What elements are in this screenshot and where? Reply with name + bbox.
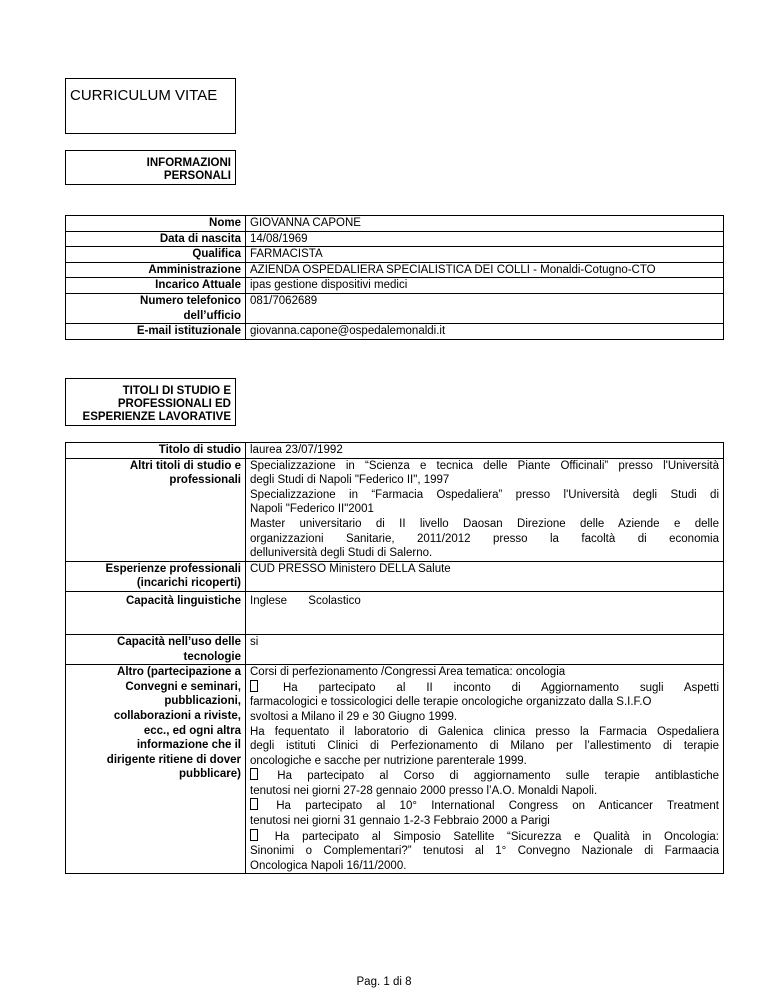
altro-label-line: Convegni e seminari, [125,680,241,693]
incarico-label: Incarico Attuale [66,278,246,294]
table-row [66,324,724,340]
bullet-icon [250,680,258,692]
titolo-value: laurea 23/07/1992 [246,443,724,459]
altri-titoli-line: Master universitario di II livello Daosan Direzione delle Aziende e delle [250,517,719,530]
altro-line-text: Ha partecipato al Corso di aggiornamento sulle terapie antiblastiche [262,770,719,783]
altro-line-text: Ha partecipato al Simposio Satellite “Sicurezza e Qualità in Oncologia: [262,830,719,843]
altro-label-line: Altro (partecipazione a [117,666,241,679]
altro-line: tenutosi nei giorni 27-28 gennaio 2000 presso l’A.O. Monaldi Napoli. [250,784,598,797]
lingue-value [246,591,724,634]
section-studies-line: PROFESSIONALI ED [117,398,231,410]
telefono-label-line: Numero telefonico [140,294,241,307]
altro-line: farmacologici e tossicologici delle terapie oncologiche organizzato dalla S.I.F.O [250,696,652,709]
table-row [66,634,724,664]
esperienze-label-line: Esperienze professionali [105,562,241,575]
amministrazione-value: AZIENDA OSPEDALIERA SPECIALISTICA DEI COLLI - Monaldi-Cotugno-CTO [246,262,724,278]
altro-line: oncologiche e sacche per nutrizione parenterale 1999. [250,754,527,767]
table-row [66,561,724,591]
section-personal-header [65,150,236,185]
altro-bullet-line [250,680,719,696]
altro-line-text: Ha partecipato al II inconto di Aggiornamento sugli Aspetti [262,681,719,694]
altri-titoli-label [66,458,246,561]
bullet-icon [250,798,258,810]
altro-label-line: ecc., ed ogni altra [143,724,241,737]
telefono-label [66,293,246,323]
personal-info-table [65,215,724,340]
esperienze-value: CUD PRESSO Ministero DELLA Salute [246,561,724,591]
altro-line: svoltosi a Milano il 29 e 30 Giugno 1999. [250,710,458,723]
altri-titoli-line: organizzazioni Sanitarie, 2011/2012 presso la facoltà di economia [250,532,719,545]
nome-value: GIOVANNA CAPONE [246,216,724,232]
studies-table [65,442,724,874]
altri-titoli-value [246,458,724,561]
tecnologie-label-line: tecnologie [183,650,241,663]
altro-line: Corsi di perfezionamento /Congressi Area tematica: oncologia [250,666,566,679]
altro-label-line: dirigente ritiene di dover [106,753,241,766]
altri-titoli-label-line: Altri titoli di studio e [129,459,241,472]
altro-bullet-line [250,768,719,784]
qualifica-label: Qualifica [66,247,246,263]
altro-bullet-line [250,829,719,845]
section-personal-line: INFORMAZIONI [146,157,231,169]
section-studies-header [65,378,236,426]
cv-title: CURRICULUM VITAE [70,87,218,104]
esperienze-label-line: (incarichi ricoperti) [136,577,241,590]
altro-line: degli istituti Clinici di Perfezionamento di Milano per l’allestimento di terapie [250,740,719,753]
altri-titoli-line: delluniversità degli Studi di Salerno. [250,547,433,560]
lingua-livello: Scolastico [308,594,361,607]
table-row [66,262,724,278]
table-row [66,443,724,459]
email-value: giovanna.capone@ospedalemonaldi.it [246,324,724,340]
altro-line: tenutosi nei giorni 31 gennaio 1-2-3 Febbraio 2000 a Parigi [250,815,550,828]
altri-titoli-line: degli Studi di Napoli "Federico II", 1997 [250,474,450,487]
tecnologie-value: si [246,634,724,664]
section-studies-line: ESPERIENZE LAVORATIVE [82,411,231,423]
bullet-icon [250,829,258,841]
lingua: Inglese [250,594,288,607]
altro-line: Oncologica Napoli 16/11/2000. [250,859,407,872]
altri-titoli-line: Specializzazione in “Farmacia Ospedaliera” presso l'Università degli Studi di [250,488,719,501]
altro-line-text: Ha partecipato al 10° International Congress on Anticancer Treatment [262,800,719,813]
tecnologie-label [66,634,246,664]
altro-label-line: collaborazioni a riviste, [113,709,241,722]
esperienze-label [66,561,246,591]
section-studies-line: TITOLI DI STUDIO E [122,385,231,397]
altro-label-line: pubblicare) [179,768,241,781]
telefono-label-line: dell’ufficio [183,309,241,322]
qualifica-value: FARMACISTA [246,247,724,263]
table-row [66,247,724,263]
table-row [66,665,724,874]
altri-titoli-line: Specializzazione in “Scienza e tecnica delle Piante Officinali” presso l'Università [250,459,719,472]
nome-label: Nome [66,216,246,232]
altro-value [246,665,724,874]
email-label: E-mail istituzionale [66,324,246,340]
incarico-value: ipas gestione dispositivi medici [246,278,724,294]
altro-bullet-line [250,798,719,814]
nascita-value: 14/08/1969 [246,231,724,247]
table-row [66,278,724,294]
altri-titoli-label-line: professionali [169,474,241,487]
altri-titoli-line: Napoli "Federico II"2001 [250,503,374,516]
amministrazione-label: Amministrazione [66,262,246,278]
titolo-label: Titolo di studio [66,443,246,459]
altro-line: Ha fequentato il laboratorio di Galenica clinica presso la Farmacia Ospedaliera [250,725,719,738]
section-personal-line: PERSONALI [163,170,231,182]
altro-line: Sinonimi o Complementari?” tenutosi al 1° Convegno Nazionale di Farmaacia [250,845,719,858]
tecnologie-label-line: Capacità nell’uso delle [117,635,241,648]
telefono-value: 081/7062689 [246,293,724,323]
altro-label-line: informazione che il [136,739,241,752]
altro-label-line: pubblicazioni, [164,695,241,708]
table-row [66,293,724,323]
table-row [66,216,724,232]
bullet-icon [250,768,258,780]
altro-label [66,665,246,874]
page-number: Pag. 1 di 8 [356,976,412,988]
table-row [66,591,724,634]
lingue-label: Capacità linguistiche [66,591,246,634]
table-row [66,458,724,561]
nascita-label: Data di nascita [66,231,246,247]
table-row [66,231,724,247]
cv-title-box [65,78,236,134]
